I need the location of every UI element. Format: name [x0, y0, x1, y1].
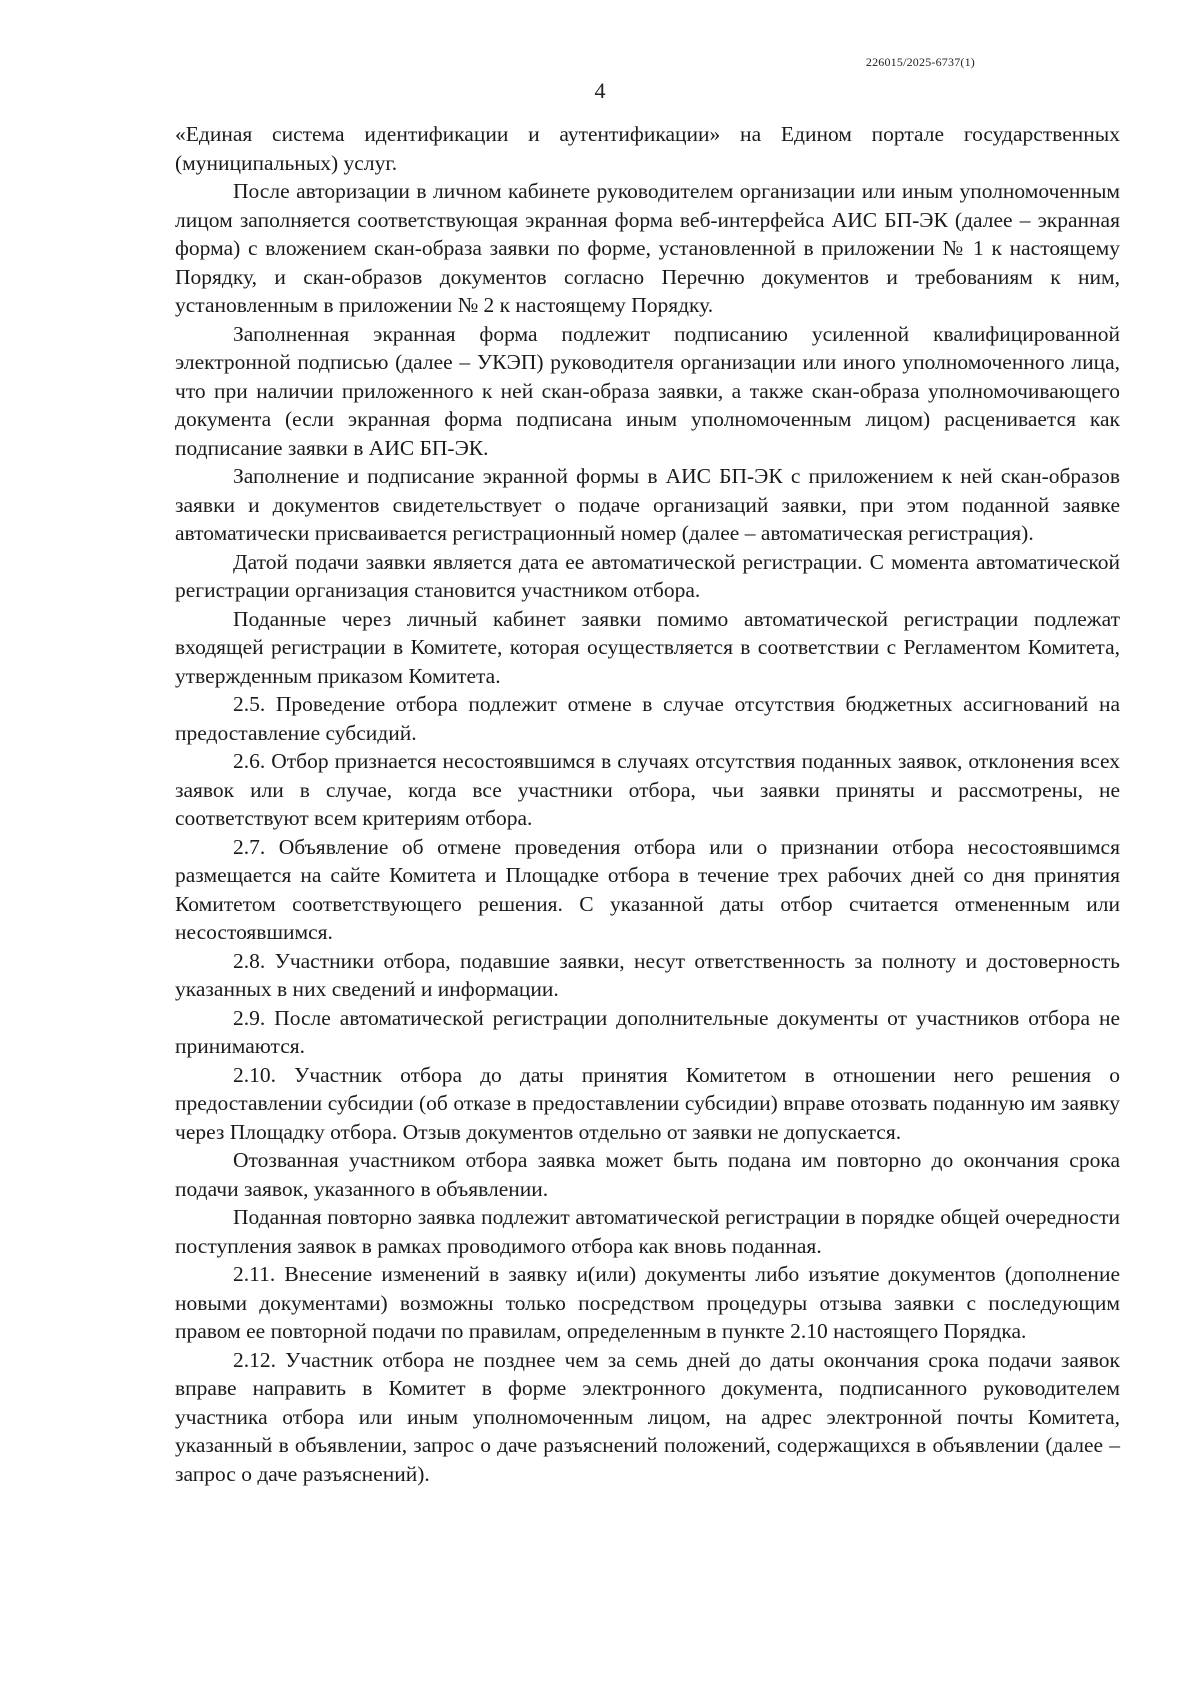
document-body — [175, 120, 1120, 1488]
paragraph-continuation: «Единая система идентификации и аутентификации» на Едином портале государственных (муниципальных) услуг. — [175, 122, 1120, 175]
paragraph-submission-date: Датой подачи заявки является дата ее автоматической регистрации. С момента автоматической регистрации организация становится участником отбора. — [175, 549, 1120, 602]
paragraph-2-5: 2.5. Проведение отбора подлежит отмене в случае отсутствия бюджетных ассигнований на предоставление субсидий. — [175, 692, 1120, 745]
paragraph-2-10: 2.10. Участник отбора до даты принятия Комитетом в отношении него решения о предоставлении субсидии (об отказе в предоставлении субсидии) вправе отозвать поданную им заявку через Площадку отбора. Отзыв документов отдельно от заявки не допускается. — [175, 1062, 1120, 1144]
page-number: 4 — [594, 78, 606, 103]
paragraph-2-12: 2.12. Участник отбора не позднее чем за семь дней до даты окончания срока подачи заявок вправе направить в Комитет в форме электронного документа, подписанного руководителем участника отбора или иным уполномоченным лицом, на адрес электронной почты Комитета, указанный в объявлении, запрос о даче разъяснений положений, содержащихся в объявлении (далее – запрос о даче разъяснений). — [175, 1347, 1120, 1486]
document-registration-number: 226015/2025-6737(1) — [865, 55, 975, 69]
paragraph-withdrawn-resubmission: Отозванная участником отбора заявка может быть подана им повторно до окончания срока подачи заявок, указанного в объявлении. — [175, 1148, 1120, 1201]
paragraph-authorization: После авторизации в личном кабинете руководителем организации или иным уполномоченным лицом заполняется соответствующая экранная форма веб-интерфейса АИС БП-ЭК (далее – экранная форма) с вложением скан-образа заявки по форме, установленной в приложении № 1 к настоящему Порядку, и скан-образов документов согласно Перечню документов и требованиям к ним, установленным в приложении № 2 к настоящему Порядку. — [175, 179, 1120, 317]
paragraph-2-11: 2.11. Внесение изменений в заявку и(или) документы либо изъятие документов (дополнение новыми документами) возможны только посредством процедуры отзыва заявки с последующим правом ее повторной подачи по правилам, определенным в пункте 2.10 настоящего Порядка. — [175, 1262, 1120, 1343]
paragraph-2-6: 2.6. Отбор признается несостоявшимся в случаях отсутствия поданных заявок, отклонения всех заявок или в случае, когда все участники отбора, чьи заявки приняты и рассмотрены, не соответствуют всем критериям отбора. — [175, 749, 1120, 830]
paragraph-resubmitted-registration: Поданная повторно заявка подлежит автоматической регистрации в порядке общей очередности поступления заявок в рамках проводимого отбора как вновь поданная. — [175, 1205, 1120, 1258]
paragraph-signing: Заполненная экранная форма подлежит подписанию усиленной квалифицированной электронной подписью (далее – УКЭП) руководителя организации или иного уполномоченного лица, что при наличии приложенного к ней скан-образа заявки, а также скан-образа уполномочивающего документа (если экранная форма подписана иным уполномоченным лицом) расценивается как подписание заявки в АИС БП-ЭК. — [175, 321, 1120, 460]
paragraph-2-9: 2.9. После автоматической регистрации дополнительные документы от участников отбора не принимаются. — [175, 1005, 1120, 1058]
paragraph-auto-registration: Заполнение и подписание экранной формы в АИС БП-ЭК с приложением к ней скан-образов заявки и документов свидетельствует о подаче организаций заявки, при этом поданной заявке автоматически присваивается регистрационный номер (далее – автоматическая регистрация). — [175, 464, 1120, 545]
paragraph-2-7: 2.7. Объявление об отмене проведения отбора или о признании отбора несостоявшимся размещается на сайте Комитета и Площадке отбора в течение трех рабочих дней со дня принятия Комитетом соответствующего решения. С указанной даты отбор считается отмененным или несостоявшимся. — [175, 834, 1120, 944]
paragraph-2-8: 2.8. Участники отбора, подавшие заявки, несут ответственность за полноту и достоверность указанных в них сведений и информации. — [175, 948, 1120, 1001]
paragraph-incoming-registration: Поданные через личный кабинет заявки помимо автоматической регистрации подлежат входящей регистрации в Комитете, которая осуществляется в соответствии с Регламентом Комитета, утвержденным приказом Комитета. — [175, 606, 1120, 688]
